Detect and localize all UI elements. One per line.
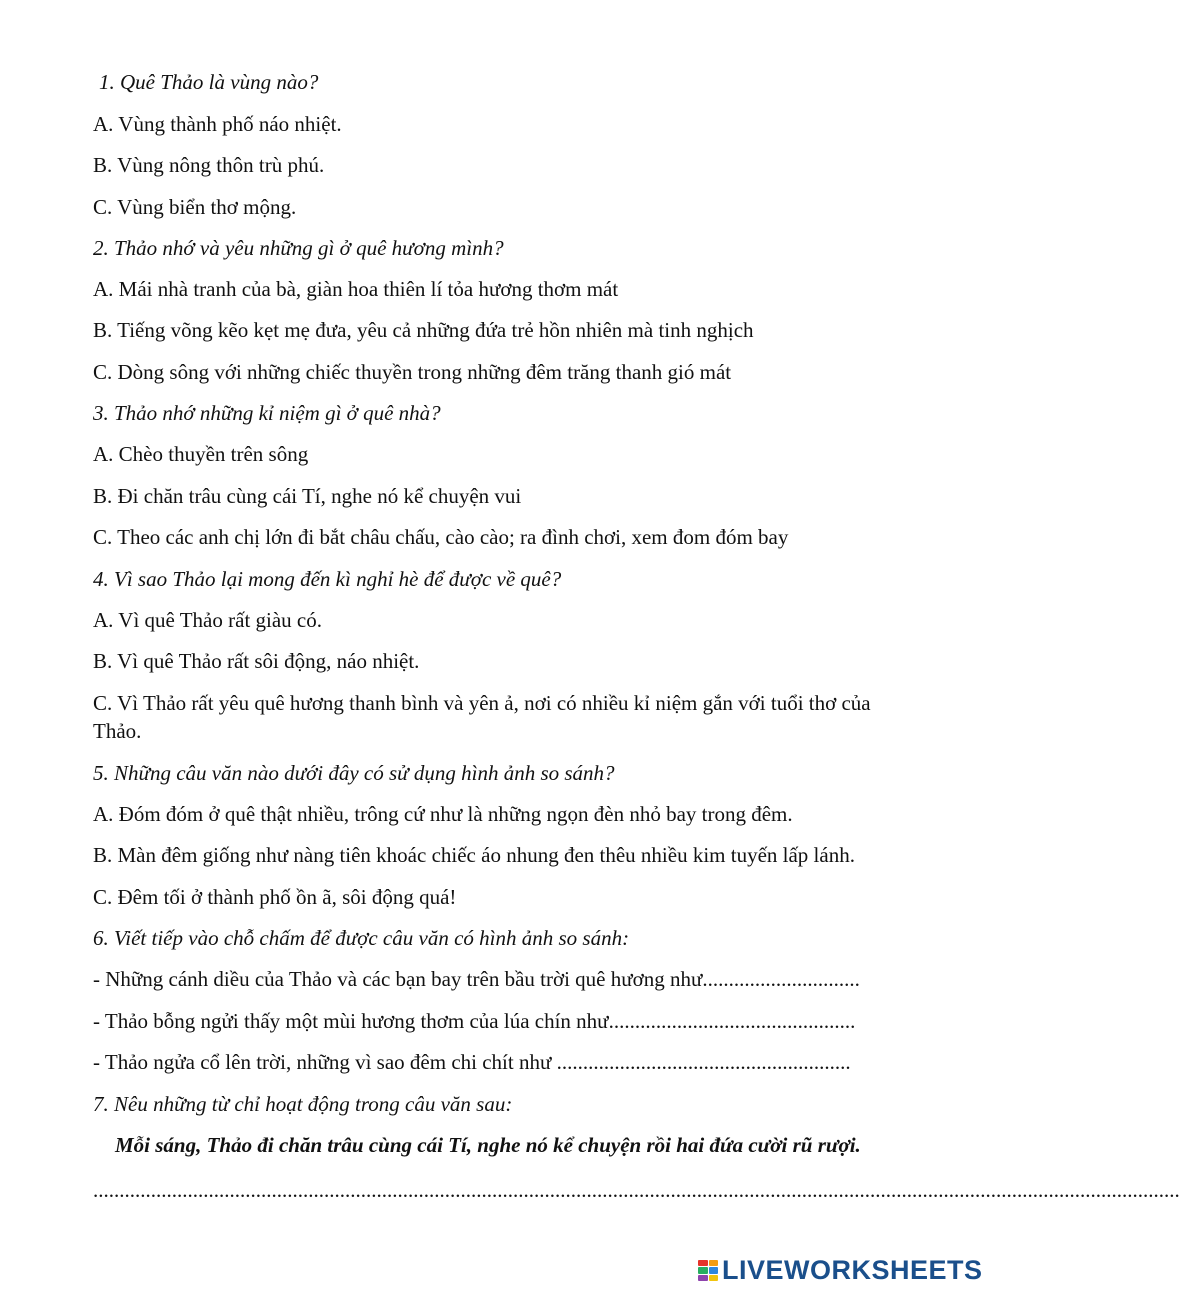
question-2-option-a: A. Mái nhà tranh của bà, giàn hoa thiên lí tỏa hương thơm mát <box>93 277 619 301</box>
question-6-fill-line-1[interactable]: - Những cánh diều của Thảo và các bạn bay trên bầu trời quê hương như.............................. <box>93 967 860 991</box>
question-3-option-b: B. Đi chăn trâu cùng cái Tí, nghe nó kể chuyện vui <box>93 484 522 508</box>
question-7-sentence: Mỗi sáng, Thảo đi chăn trâu cùng cái Tí, nghe nó kể chuyện rồi hai đứa cười rũ rượi. <box>115 1133 861 1157</box>
question-1-option-c: C. Vùng biển thơ mộng. <box>93 195 297 219</box>
question-4-option-c: C. Vì Thảo rất yêu quê hương thanh bình và yên ả, nơi có nhiều kỉ niệm gắn với tuổi thơ của Thảo. <box>93 691 871 743</box>
question-4-option-a: A. Vì quê Thảo rất giàu có. <box>93 608 323 632</box>
question-6-fill-line-2[interactable]: - Thảo bỗng ngửi thấy một mùi hương thơm của lúa chín như............................................... <box>93 1009 856 1033</box>
question-2-option-c: C. Dòng sông với những chiếc thuyền trong những đêm trăng thanh gió mát <box>93 360 732 384</box>
question-1-option-b: B. Vùng nông thôn trù phú. <box>93 153 325 177</box>
question-5-option-a: A. Đóm đóm ở quê thật nhiều, trông cứ như là những ngọn đèn nhỏ bay trong đêm. <box>93 802 793 826</box>
question-1-title: 1. Quê Thảo là vùng nào? <box>99 70 319 94</box>
question-3-option-a: A. Chèo thuyền trên sông <box>93 442 309 466</box>
question-5-option-b: B. Màn đêm giống như nàng tiên khoác chiếc áo nhung đen thêu nhiều kim tuyến lấp lánh. <box>93 843 855 867</box>
liveworksheets-logo-icon <box>698 1260 718 1282</box>
question-2-title: 2. Thảo nhớ và yêu những gì ở quê hương mình? <box>93 236 504 260</box>
question-6-fill-line-3[interactable]: - Thảo ngửa cổ lên trời, những vì sao đêm chi chít như ........................................................ <box>93 1050 851 1074</box>
question-3-title: 3. Thảo nhớ những kỉ niệm gì ở quê nhà? <box>93 401 441 425</box>
liveworksheets-logo-text: LIVEWORKSHEETS <box>722 1255 983 1285</box>
question-2-option-b: B. Tiếng võng kẽo kẹt mẹ đưa, yêu cả những đứa trẻ hồn nhiên mà tinh nghịch <box>93 318 754 342</box>
liveworksheets-logo <box>698 1255 983 1286</box>
question-6-title: 6. Viết tiếp vào chỗ chấm để được câu văn có hình ảnh so sánh: <box>93 926 630 950</box>
question-7-answer-line[interactable]: ............................................................................................................................................................................................................... <box>93 1178 1180 1202</box>
question-5-option-c: C. Đêm tối ở thành phố ồn ã, sôi động quá! <box>93 885 457 909</box>
question-3-option-c: C. Theo các anh chị lớn đi bắt châu chấu, cào cào; ra đình chơi, xem đom đóm bay <box>93 525 789 549</box>
question-5-title: 5. Những câu văn nào dưới đây có sử dụng hình ảnh so sánh? <box>93 761 615 785</box>
question-7-title: 7. Nêu những từ chỉ hoạt động trong câu văn sau: <box>93 1092 513 1116</box>
question-4-title: 4. Vì sao Thảo lại mong đến kì nghỉ hè để được về quê? <box>93 567 562 591</box>
question-1-option-a: A. Vùng thành phố náo nhiệt. <box>93 112 342 136</box>
question-4-option-b: B. Vì quê Thảo rất sôi động, náo nhiệt. <box>93 649 420 673</box>
